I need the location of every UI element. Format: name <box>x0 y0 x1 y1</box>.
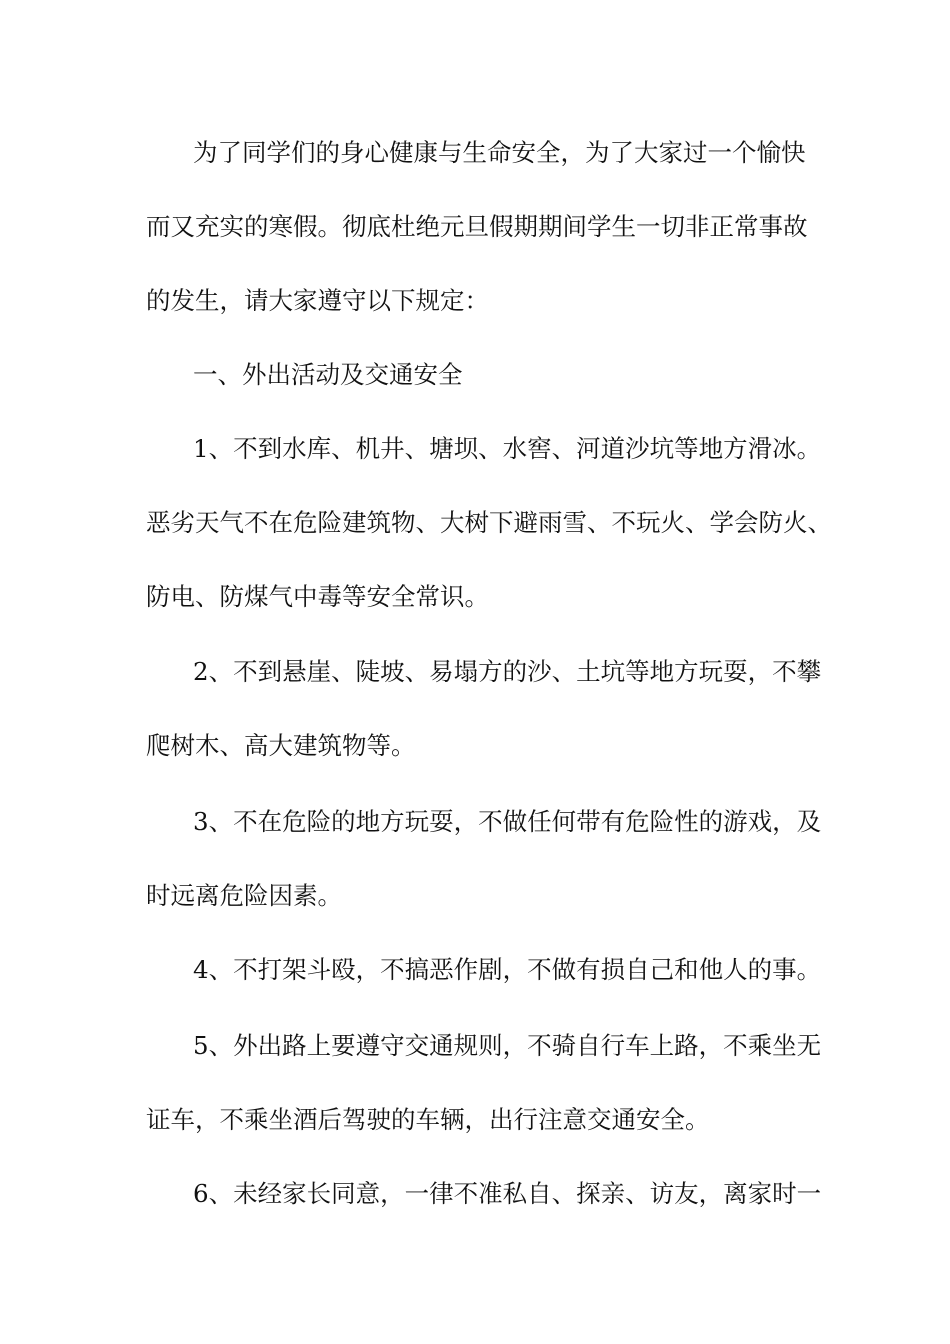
rule-2-line-2: 爬树木、高大建筑物等。 <box>146 731 416 760</box>
intro-paragraph-line-3: 的发生，请大家遵守以下规定： <box>146 286 489 315</box>
rule-3-line-2: 时远离危险因素。 <box>146 881 342 910</box>
intro-paragraph-line-2: 而又充实的寒假。彻底杜绝元旦假期期间学生一切非正常事故 <box>146 212 808 241</box>
rule-1-line-3: 防电、防煤气中毒等安全常识。 <box>146 582 489 611</box>
rule-6-line-1: 6、未经家长同意，一律不准私自、探亲、访友，离家时一 <box>193 1179 822 1208</box>
rule-4-line-1: 4、不打架斗殴，不搞恶作剧，不做有损自己和他人的事。 <box>193 955 822 984</box>
section-heading: 一、外出活动及交通安全 <box>193 360 463 389</box>
rule-5-line-1: 5、外出路上要遵守交通规则，不骑自行车上路，不乘坐无 <box>193 1031 822 1060</box>
rule-2-line-1: 2、不到悬崖、陡坡、易塌方的沙、土坑等地方玩耍，不攀 <box>193 657 822 686</box>
intro-paragraph-line-1: 为了同学们的身心健康与生命安全，为了大家过一个愉快 <box>193 138 806 167</box>
rule-1-line-2: 恶劣天气不在危险建筑物、大树下避雨雪、不玩火、学会防火、 <box>146 508 832 537</box>
rule-1-line-1: 1、不到水库、机井、塘坝、水窖、河道沙坑等地方滑冰。 <box>193 434 822 463</box>
rule-5-line-2: 证车，不乘坐酒后驾驶的车辆，出行注意交通安全。 <box>146 1105 710 1134</box>
rule-3-line-1: 3、不在危险的地方玩耍，不做任何带有危险性的游戏，及 <box>193 807 822 836</box>
